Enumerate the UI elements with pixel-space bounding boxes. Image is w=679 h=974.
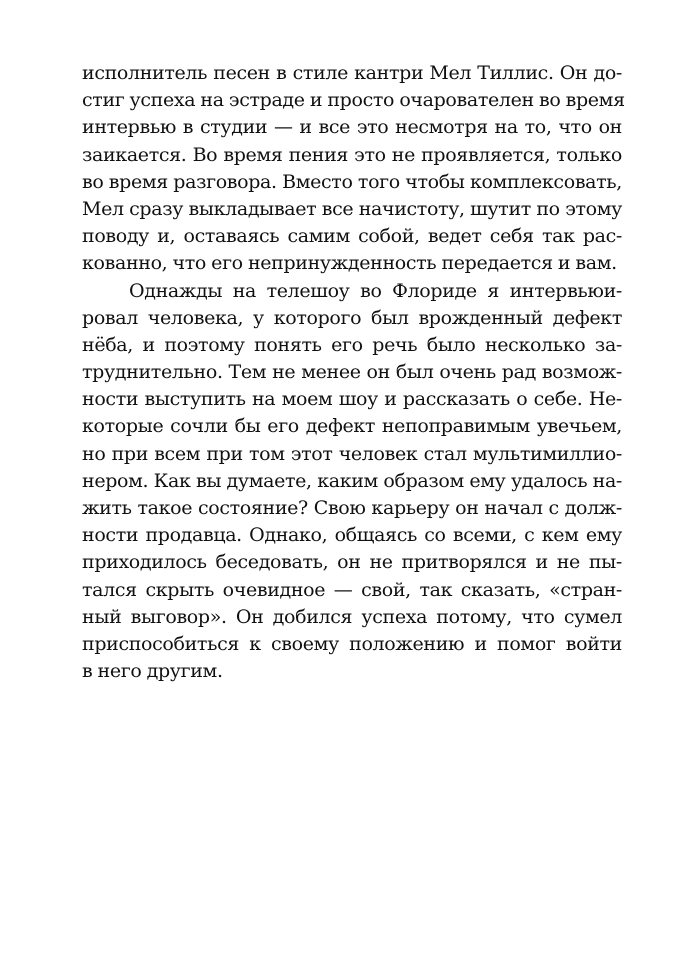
text-line: ровал человека, у которого был врожденный дефект [82, 306, 622, 329]
text-line: исполнитель песен в стиле кантри Мел Тиллис. Он до- [82, 62, 622, 84]
text-line: тался скрыть очевидное — свой, так сказать, «стран- [82, 578, 622, 601]
text-line: ный выговор». Он добился успеха потому, что сумел [82, 605, 622, 628]
text-line: жить такое состояние? Свою карьеру он начал с долж- [82, 497, 622, 519]
text-line: интервью в студии — и все это несмотря на то, что он [82, 116, 622, 139]
text-line: приспособиться к своему положению и помог войти [82, 632, 622, 655]
text-line: труднительно. Тем не менее он был очень рад возмож- [82, 361, 622, 384]
paragraph-2 [82, 278, 622, 686]
text-line: но при всем при том этот человек стал мультимиллио- [82, 442, 622, 465]
text-line: которые сочли бы его дефект непоправимым увечьем, [82, 415, 622, 438]
text-line: кованно, что его непринужденность передается и вам. [82, 252, 617, 275]
text-line: во время разговора. Вместо того чтобы комплексовать, [82, 170, 622, 193]
page-body [82, 60, 625, 685]
text-line: нёба, и поэтому понять его речь было несколько за- [82, 333, 622, 356]
text-line: заикается. Во время пения это не проявляется, только [82, 143, 622, 166]
text-line: ности продавца. Однако, общаясь со всеми, с кем ему [82, 524, 622, 547]
paragraph-1 [82, 60, 625, 278]
text-line: приходилось беседовать, он не притворялся и не пы- [82, 551, 622, 574]
text-line: Однажды на телешоу во Флориде я интервьюи- [129, 279, 622, 302]
text-line: в него другим. [82, 660, 223, 683]
text-line: ности выступить на моем шоу и рассказать о себе. Не- [82, 388, 622, 411]
text-line: Мел сразу выкладывает все начистоту, шутит по этому [82, 197, 622, 220]
text-line: нером. Как вы думаете, каким образом ему удалось на- [82, 469, 622, 492]
text-line: поводу и, оставаясь самим собой, ведет себя так рас- [82, 225, 622, 248]
text-line: стиг успеха на эстраде и просто очарователен во время [82, 89, 625, 112]
